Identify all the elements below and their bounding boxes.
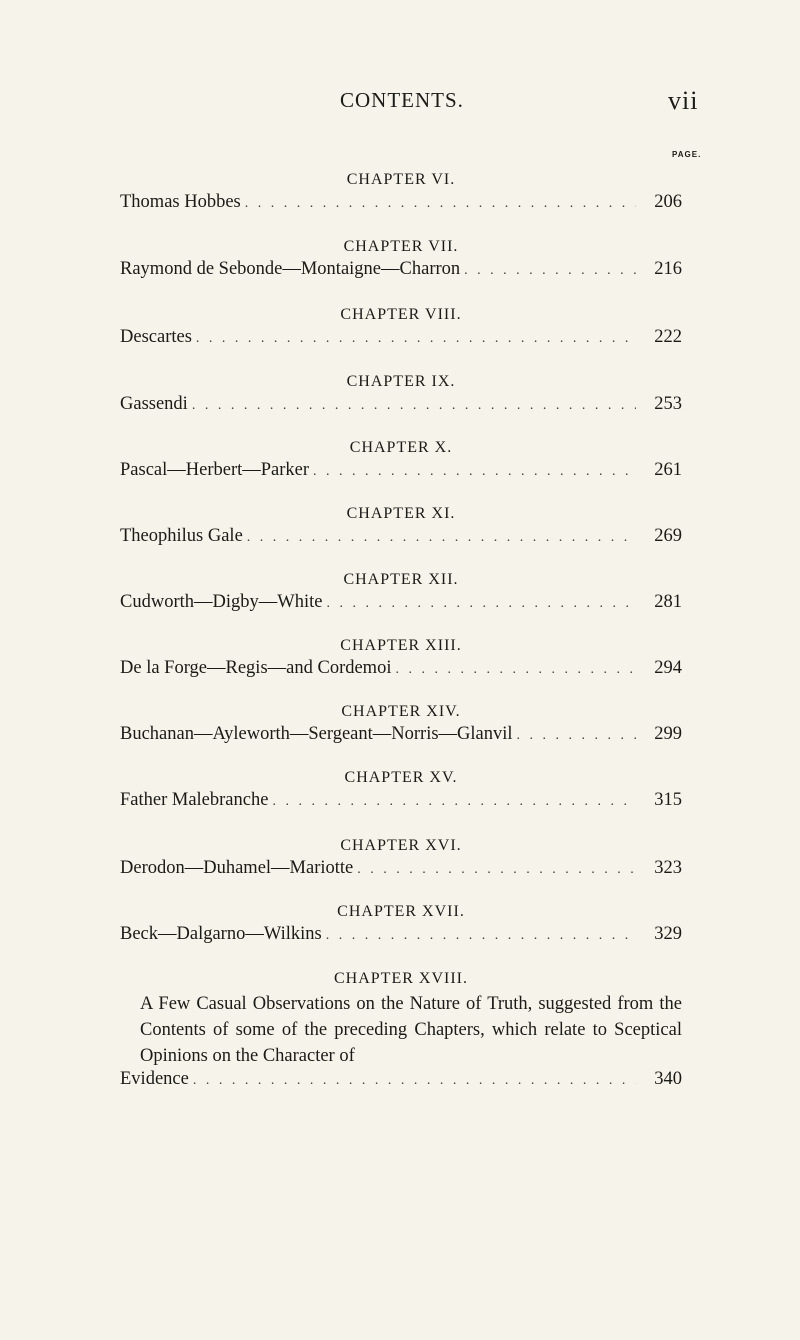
chapter-page: 216: [654, 259, 682, 279]
chapter-page: 206: [654, 192, 682, 212]
toc-line: [120, 327, 682, 353]
chapter-title: Pascal—Herbert—Parker: [120, 460, 310, 480]
dot-leader: [196, 331, 636, 347]
toc-line: [120, 724, 682, 750]
chapter-entry-final: [120, 967, 682, 1095]
chapter-page: 222: [654, 327, 682, 347]
dot-leader: [517, 728, 636, 744]
chapter-entry: [120, 834, 682, 884]
chapter-entry: [120, 502, 682, 552]
chapter-entry: [120, 303, 682, 353]
chapter-entry: [120, 436, 682, 486]
toc-line: [120, 924, 682, 950]
toc-line: [120, 192, 682, 218]
page-column-label: PAGE.: [672, 150, 702, 159]
chapter-heading: CHAPTER XVIII.: [334, 970, 468, 987]
chapter-heading: CHAPTER XIII.: [340, 637, 462, 654]
dot-leader: [326, 928, 636, 944]
chapter-page: 253: [654, 394, 682, 414]
chapter-page: 281: [654, 592, 682, 612]
chapter-page: 329: [654, 924, 682, 944]
dot-leader: [357, 862, 636, 878]
toc-line: [120, 592, 682, 618]
chapter-title: Theophilus Gale: [120, 526, 243, 546]
toc-line: [120, 259, 682, 285]
chapter-page: 315: [654, 790, 682, 810]
chapter-entry: [120, 634, 682, 684]
dot-leader: [247, 530, 636, 546]
dot-leader: [272, 794, 636, 810]
chapter-title: Gassendi: [120, 394, 188, 414]
dot-leader: [193, 1073, 636, 1089]
chapter-title: Raymond de Sebonde—Montaigne—Charron: [120, 259, 461, 279]
toc-line: [120, 394, 682, 420]
chapter-entry: [120, 766, 682, 816]
chapter-entry: [120, 568, 682, 618]
chapter-entry: [120, 900, 682, 950]
chapter-title: Buchanan—Ayleworth—Sergeant—Norris—Glanvil: [120, 724, 513, 744]
toc-line: [120, 1069, 682, 1095]
chapter-title: Descartes: [120, 327, 192, 347]
chapter-heading: CHAPTER XI.: [346, 505, 456, 522]
chapter-entry: [120, 235, 682, 285]
dot-leader: [395, 662, 636, 678]
toc-line: [120, 658, 682, 684]
chapter-heading: CHAPTER IX.: [346, 373, 456, 390]
dot-leader: [192, 398, 636, 414]
chapter-title: Derodon—Duhamel—Mariotte: [120, 858, 354, 878]
chapter-heading: CHAPTER X.: [349, 439, 453, 456]
chapter-title: De la Forge—Regis—and Cordemoi: [120, 658, 392, 678]
chapter-title-end: Evidence: [120, 1069, 189, 1089]
chapter-heading: CHAPTER XVII.: [337, 903, 465, 920]
running-head: [0, 88, 800, 118]
chapter-title: Beck—Dalgarno—Wilkins: [120, 924, 322, 944]
chapter-heading: CHAPTER XIV.: [341, 703, 461, 720]
chapter-heading: CHAPTER VII.: [343, 238, 459, 255]
chapter-heading: CHAPTER XVI.: [340, 837, 462, 854]
dot-leader: [326, 596, 636, 612]
dot-leader: [245, 196, 636, 212]
chapter-heading: CHAPTER VIII.: [340, 306, 462, 323]
chapter-title: Cudworth—Digby—White: [120, 592, 323, 612]
dot-leader: [464, 263, 636, 279]
chapter-title: Father Malebranche: [120, 790, 269, 810]
chapter-heading: CHAPTER VI.: [346, 171, 456, 188]
dot-leader: [313, 464, 636, 480]
chapter-heading: CHAPTER XII.: [343, 571, 459, 588]
chapter-entry: [120, 370, 682, 420]
toc-line: [120, 460, 682, 486]
chapter-page: 294: [654, 658, 682, 678]
chapter-description: A Few Casual Observations on the Nature of Truth, suggested from the Contents of some of the preceding Chapters, which relate to Sceptical Opinions on the Character of: [140, 994, 682, 1066]
toc-line: [120, 790, 682, 816]
chapter-heading: CHAPTER XV.: [344, 769, 458, 786]
chapter-title: Thomas Hobbes: [120, 192, 241, 212]
chapter-page: 269: [654, 526, 682, 546]
chapter-entry: [120, 168, 682, 218]
chapter-entry: [120, 700, 682, 750]
running-title: CONTENTS.: [340, 88, 464, 112]
chapter-page: 340: [654, 1069, 682, 1089]
chapter-page: 299: [654, 724, 682, 744]
toc-line: [120, 858, 682, 884]
toc-line: [120, 526, 682, 552]
page-number: vii: [668, 86, 699, 115]
chapter-page: 323: [654, 858, 682, 878]
chapter-page: 261: [654, 460, 682, 480]
